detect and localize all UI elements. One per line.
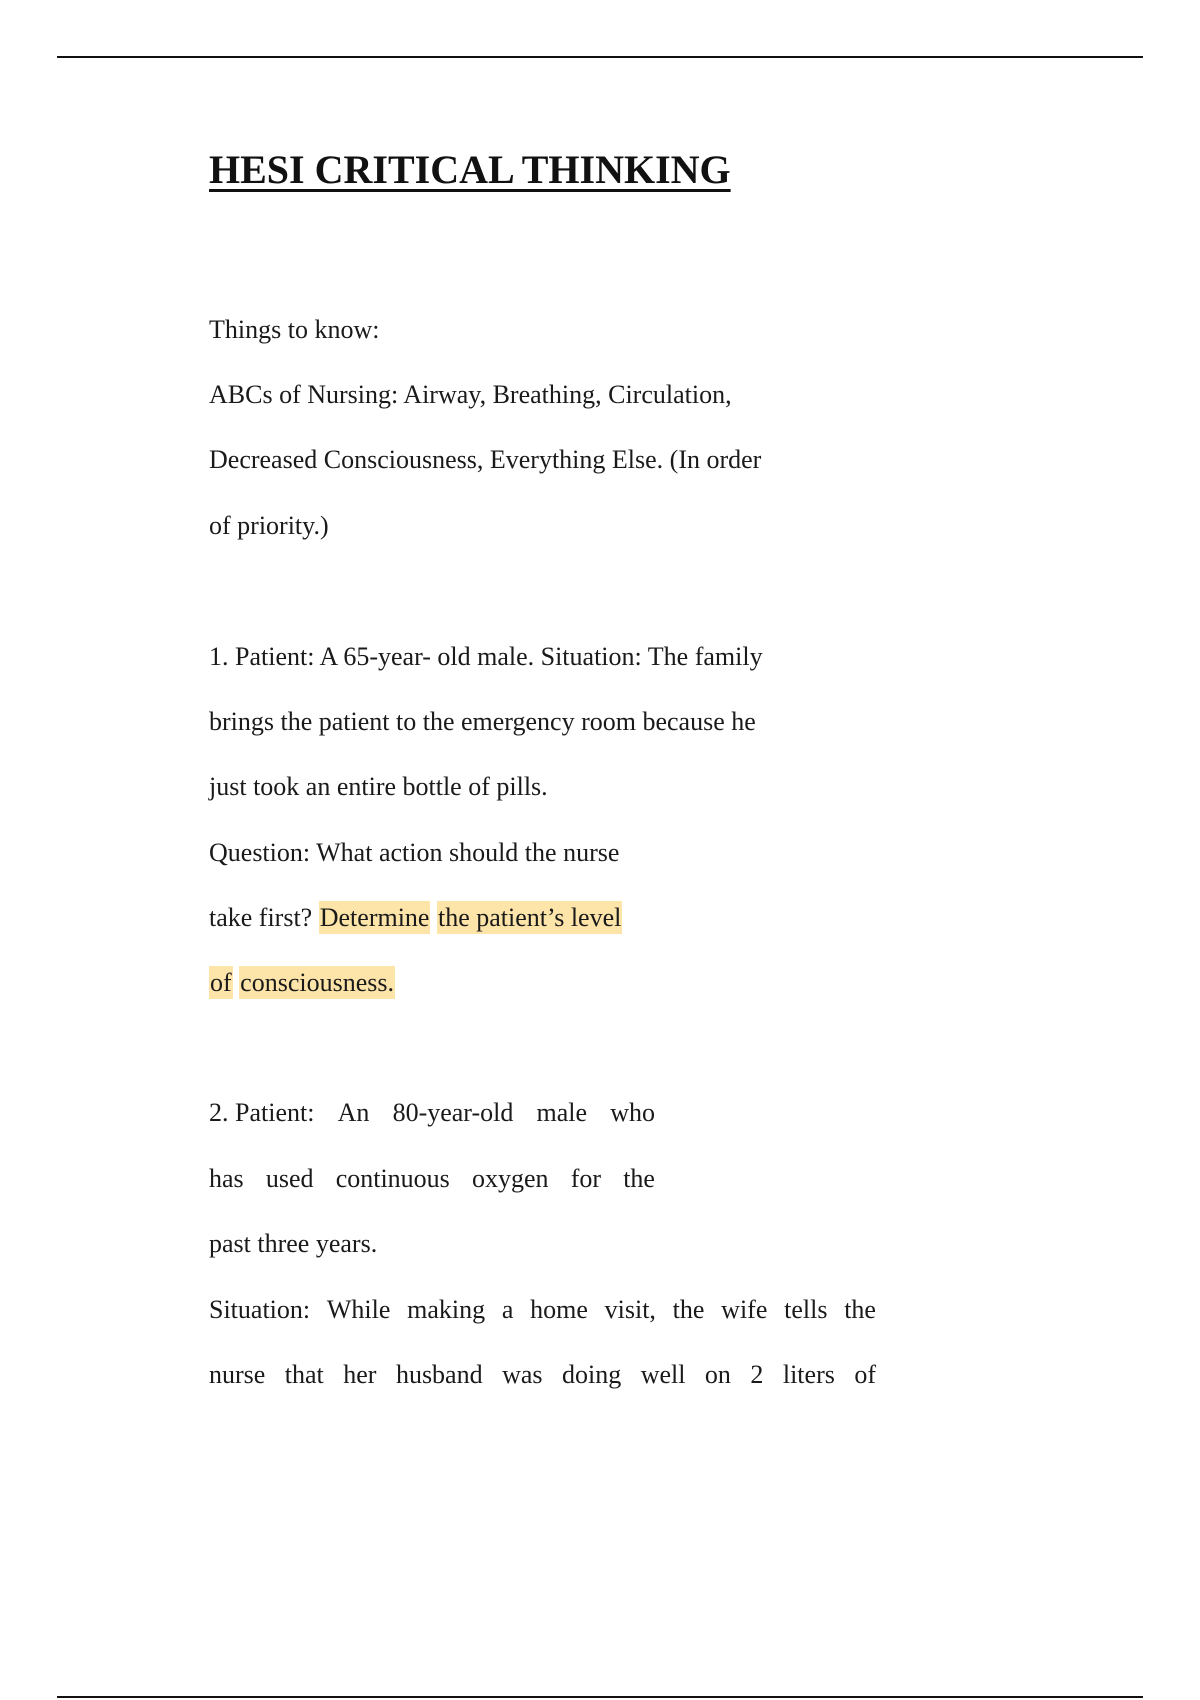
q1-line-2: brings the patient to the emergency room because he: [209, 707, 756, 736]
justified-word: Situation:: [209, 1295, 311, 1324]
justified-word: the: [844, 1295, 876, 1324]
justified-word: making: [407, 1295, 486, 1324]
justified-word: 80-year-old: [392, 1098, 514, 1127]
justified-word: of: [854, 1360, 876, 1389]
justified-word: 2: [750, 1360, 764, 1389]
q2-line-1: [209, 1097, 655, 1129]
q1-line-1: 1. Patient: A 65-year- old male. Situation: The family: [209, 642, 763, 671]
justified-word: wife: [721, 1295, 768, 1324]
justified-word: While: [326, 1295, 391, 1324]
q1-line-3: just took an entire bottle of pills.: [209, 772, 548, 801]
justified-word: for: [570, 1164, 602, 1193]
q1-answer-line-2: [209, 967, 395, 999]
highlighted-answer: of: [210, 968, 232, 997]
q2-line-2: [209, 1163, 655, 1195]
justified-word: doing: [561, 1360, 622, 1389]
highlighted-answer: Determine: [319, 903, 430, 932]
q2-line-3: past three years.: [209, 1229, 378, 1258]
q1-question-line: Question: What action should the nurse: [209, 838, 620, 867]
justified-word: her: [343, 1360, 377, 1389]
top-rule: [57, 56, 1143, 58]
justified-word: oxygen: [471, 1164, 549, 1193]
justified-word: who: [610, 1098, 655, 1127]
justified-word: tells: [784, 1295, 828, 1324]
justified-word: well: [640, 1360, 686, 1389]
justified-word: the: [623, 1164, 655, 1193]
intro-heading: Things to know:: [209, 315, 380, 344]
document-title: HESI CRITICAL THINKING: [209, 147, 731, 192]
justified-word: home: [530, 1295, 588, 1324]
intro-line-2: Decreased Consciousness, Everything Else. (In order: [209, 445, 762, 474]
justified-word: An: [337, 1098, 370, 1127]
justified-word: husband: [395, 1360, 483, 1389]
q2-line-4: [209, 1294, 876, 1326]
q1-question-tail: take first?: [209, 903, 313, 932]
intro-line-3: of priority.): [209, 511, 329, 540]
justified-word: a: [501, 1295, 514, 1324]
q2-line-5: [209, 1359, 876, 1391]
justified-word: has: [209, 1164, 244, 1193]
justified-word: was: [502, 1360, 543, 1389]
justified-word: nurse: [209, 1360, 266, 1389]
justified-word: visit,: [604, 1295, 656, 1324]
justified-word: the: [672, 1295, 705, 1324]
justified-word: on: [704, 1360, 731, 1389]
justified-word: male: [536, 1098, 588, 1127]
justified-word: liters: [782, 1360, 835, 1389]
highlighted-answer: consciousness.: [240, 968, 394, 997]
justified-word: used: [265, 1164, 314, 1193]
q1-answer-line-1: [209, 902, 622, 934]
justified-word: 2. Patient:: [209, 1098, 315, 1127]
bottom-rule: [57, 1696, 1143, 1698]
justified-word: that: [284, 1360, 324, 1389]
justified-word: continuous: [335, 1164, 450, 1193]
intro-line-1: ABCs of Nursing: Airway, Breathing, Circulation,: [209, 380, 732, 409]
highlighted-answer: the patient’s level: [437, 903, 622, 932]
